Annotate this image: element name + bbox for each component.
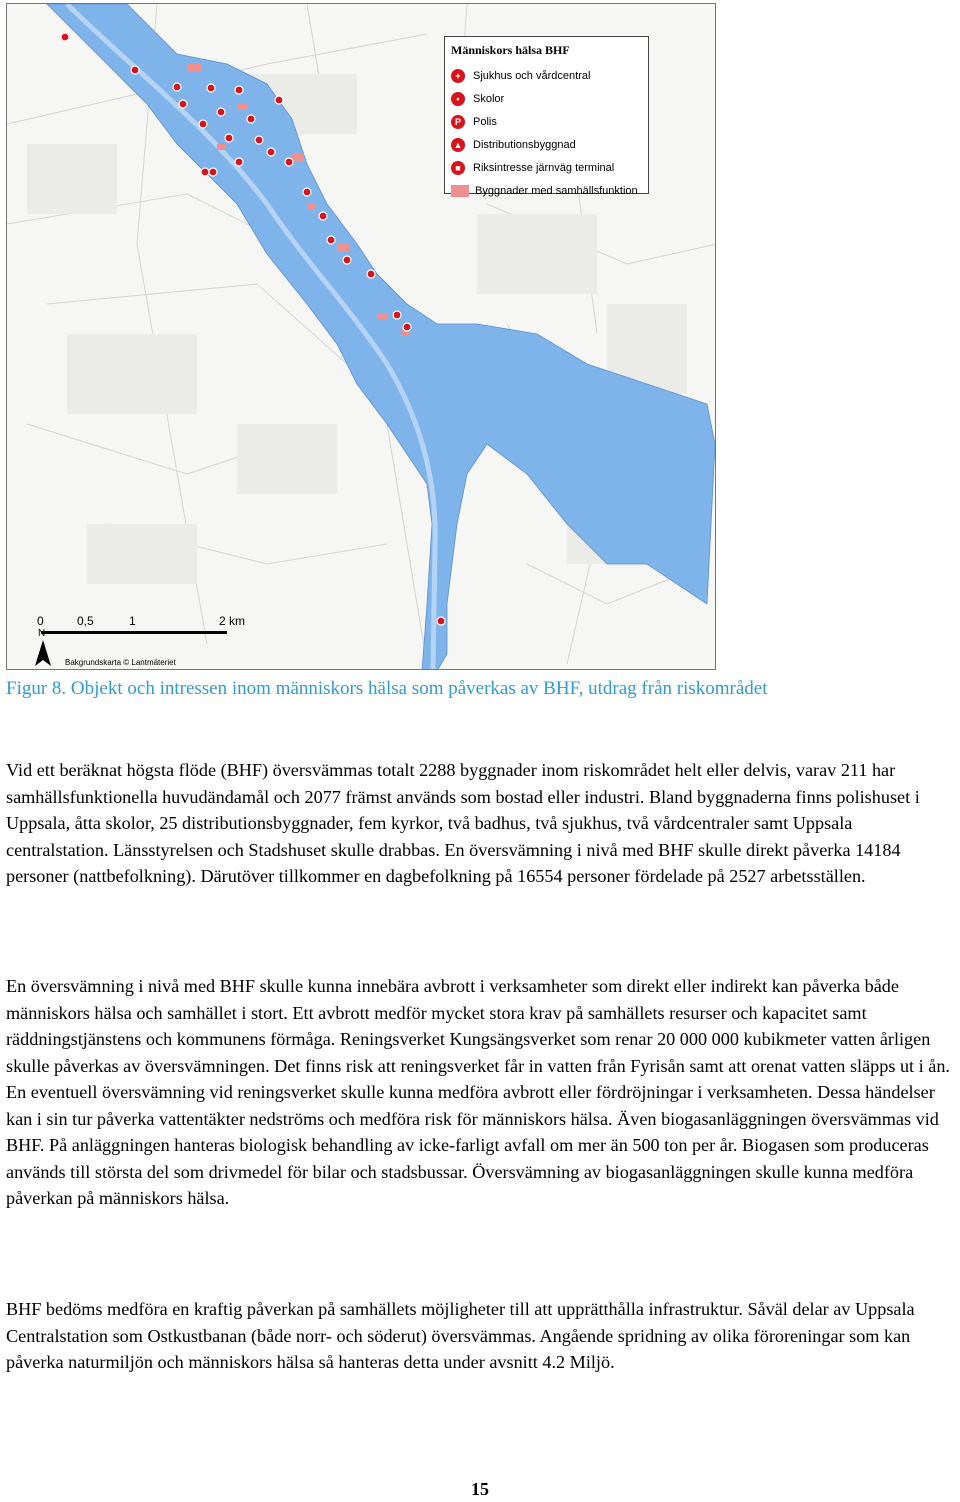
legend-title: Människors hälsa BHF	[451, 43, 570, 57]
legend-label: Polis	[473, 115, 497, 128]
building-swatch-icon	[451, 185, 469, 197]
body-paragraph: BHF bedöms medföra en kraftig påverkan på samhällets möjligheter till att upprätthålla infrastruktur. Såväl delar av Uppsala Centralstation som Ostkustbanan (både norr- och söderut) översvämmas. Angående spridning av olika föroreningar som kan påverka naturmiljön och människors hälsa så hanteras detta under avsnitt 4.2 Miljö.	[6, 1299, 915, 1372]
legend-label: Byggnader med samhällsfunktion	[475, 184, 638, 197]
legend-item	[451, 179, 642, 202]
school-icon: •	[451, 92, 465, 106]
north-label: N	[38, 628, 46, 639]
scale-label: 0,5	[77, 614, 94, 628]
body-paragraph: Vid ett beräknat högsta flöde (BHF) översvämmas totalt 2288 byggnader inom riskområdet helt eller delvis, varav 211 har samhällsfunktionella huvudändamål och 2077 främst används som bostad eller industri. Bland byggnaderna finns polishuset i Uppsala, åtta skolor, 25 distributionsbyggnader, fem kyrkor, två badhus, två sjukhus, två vårdcentraler samt Uppsala centralstation. Länsstyrelsen och Stadshuset skulle drabbas. En översvämning i nivå med BHF skulle direkt påverka 14184 personer (nattbefolkning). Därutöver tillkommer en dagbefolkning på 16554 personer fördelade på 2527 arbetsställen.	[6, 760, 920, 886]
plus-icon: +	[451, 69, 465, 83]
legend-item	[451, 133, 642, 156]
legend-item	[451, 87, 642, 110]
map-credit: Bakgrundskarta © Lantmäteriet	[65, 658, 176, 667]
page-number: 15	[471, 1479, 489, 1499]
flood-map	[6, 3, 716, 670]
figure-caption: Figur 8. Objekt och intressen inom människors hälsa som påverkas av BHF, utdrag från riskområdet	[6, 678, 768, 699]
north-arrow-icon	[35, 640, 51, 666]
legend-item	[451, 110, 642, 133]
legend-item	[451, 156, 642, 179]
train-icon: ■	[451, 161, 465, 175]
scale-label: 1	[129, 614, 136, 628]
distribution-icon: ▲	[451, 138, 465, 152]
map-legend	[444, 36, 649, 197]
police-icon: P	[451, 115, 465, 129]
legend-label: Skolor	[473, 92, 505, 105]
scale-line	[41, 631, 227, 634]
legend-label: Distributionsbyggnad	[473, 138, 576, 151]
legend-label: Sjukhus och vårdcentral	[473, 69, 591, 82]
legend-label: Riksintresse järnväg terminal	[473, 161, 615, 174]
scale-label: 2 km	[219, 614, 246, 628]
body-paragraph: En översvämning i nivå med BHF skulle kunna innebära avbrott i verksamheter som direkt eller indirekt kan påverka både människors hälsa och samhället i stort. Ett avbrott medför mycket stora krav på samhällets resurser och kapacitet samt räddningstjänstens och kommunens förmåga. Reningsverket Kungsängsverket som renar 20 000 000 kubikmeter vatten årligen skulle påverkas av översvämningen. Det finns risk att reningsverket får in vatten från Fyrisån samt att orenat vatten släpps ut i ån. En eventuell översvämning vid reningsverket skulle kunna medföra avbrott eller fördröjningar i verksamheten. Dessa händelser kan i sin tur påverka vattentäkter nedströms och medföra risk för människors hälsa. Även biogasanläggningen översvämmas vid BHF. På anläggningen hanteras biologisk behandling av icke-farligt avfall om mer än 500 ton per år. Biogasen som produceras används till största del som drivmedel för bilar och stadsbussar. Översvämning av biogasanläggningen skulle kunna medföra påverkan på människors hälsa.	[6, 976, 950, 1208]
scale-label: 0	[37, 614, 44, 628]
legend-item	[451, 64, 642, 87]
